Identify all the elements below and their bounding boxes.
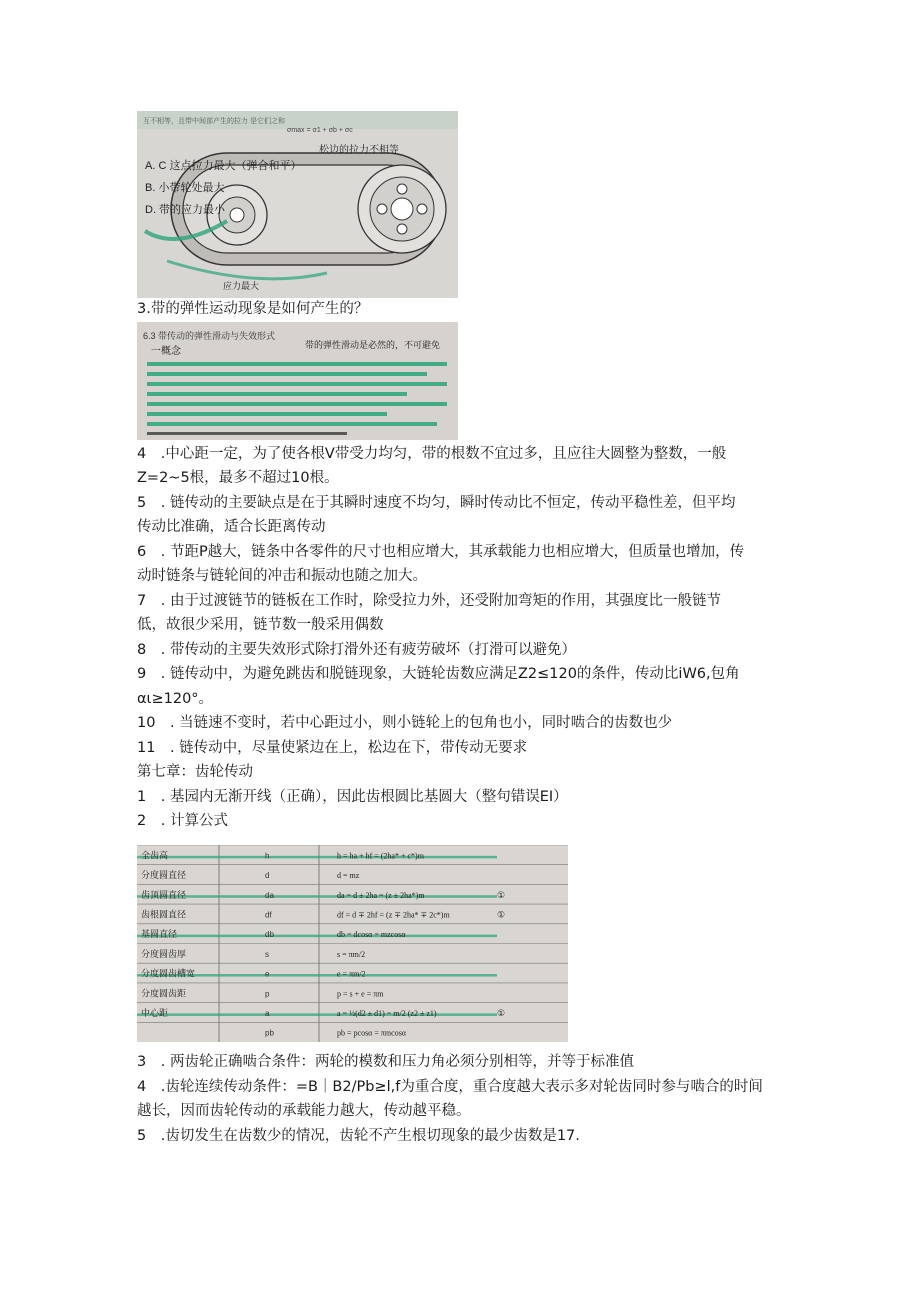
textbook-excerpt bbox=[137, 322, 458, 440]
table-name-7: 分度圆齿距 bbox=[141, 988, 187, 999]
table-formula-9: pb = pcosα = πmcosα bbox=[337, 1028, 406, 1038]
belt-drive-diagram bbox=[137, 111, 458, 298]
table-symbol-7: p bbox=[265, 989, 270, 999]
ch7-item-1: 1 . 基园内无渐开线（正确），因此齿根圆比基圆大（整句错误EI） bbox=[137, 789, 568, 805]
table-symbol-9: pb bbox=[265, 1028, 274, 1038]
ch7-item-5: 5 .齿切发生在齿数少的情况，齿轮不产生根切现象的最少齿数是17. bbox=[137, 1128, 580, 1144]
photo1-formula: σmax = σ1 + σb + σc bbox=[287, 127, 353, 134]
item-4-line-1: 4 .中心距一定，为了使各根V带受力均匀，带的根数不宜过多，且应往大圆整为整数，一般 bbox=[137, 446, 727, 462]
table-symbol-6: e bbox=[265, 969, 270, 979]
ch7-item-2: 2 . 计算公式 bbox=[137, 813, 228, 829]
textbook-excerpt-photo bbox=[137, 322, 458, 440]
table-formula-7: p = s + e = πm bbox=[337, 989, 384, 999]
table-name-1: 分度圆直径 bbox=[141, 870, 187, 881]
table-name-2: 齿顶圆直径 bbox=[141, 889, 187, 900]
photo1-note-right: 松边的拉力不相等 bbox=[319, 145, 399, 156]
item-5-line-1: 5 . 链传动的主要缺点是在于其瞬时速度不均匀，瞬时传动比不恒定，传动平稳性差，但平均 bbox=[137, 495, 736, 511]
table-formula-3: df = d ∓ 2hf = (z ∓ 2ha* ∓ 2c*)m bbox=[337, 910, 450, 920]
table-formula-2: da = d ± 2ha = (z ± 2ha*)m bbox=[337, 890, 425, 900]
item-7-line-2: 低，故很少采用，链节数一般采用偶数 bbox=[137, 617, 384, 633]
gear-formula-table bbox=[137, 845, 568, 1042]
table-name-4: 基圆直径 bbox=[141, 929, 178, 940]
table-formula-5: s = πm/2 bbox=[337, 949, 366, 959]
item-6-line-1: 6 . 节距P越大，链条中各零件的尺寸也相应增大，其承载能力也相应增大，但质量也增加，传 bbox=[137, 544, 745, 560]
question-3: 3.带的弹性运动现象是如何产生的？ bbox=[137, 301, 369, 317]
photo2-heading: 6.3 带传动的弹性滑动与失效形式 bbox=[143, 331, 276, 341]
photo2-note-2: 带的弹性滑动是必然的，不可避免 bbox=[305, 340, 441, 350]
table-symbol-4: db bbox=[265, 930, 274, 940]
ch7-item-4-line-1: 4 .齿轮连续传动条件：=B｜B2∕Pb≥l,f为重合度，重合度越大表示多对轮齿同时参与啮合的时间 bbox=[137, 1079, 763, 1095]
table-formula-0: h = ha + hf = (2ha* + c*)m bbox=[337, 851, 424, 861]
item-6-line-2: 动时链条与链轮间的冲击和振动也随之加大。 bbox=[137, 568, 427, 584]
item-10: 10 . 当链速不变时，若中心距过小，则小链轮上的包角也小，同时啮合的齿数也少 bbox=[137, 715, 673, 731]
table-symbol-2: da bbox=[265, 890, 274, 900]
item-7-line-1: 7 . 由于过渡链节的链板在工作时，除受拉力外，还受附加弯矩的作用，其强度比一般链节 bbox=[137, 593, 721, 609]
table-formula-4: db = dcosα = mzcosα bbox=[337, 930, 406, 940]
gear-formula-photo bbox=[137, 845, 568, 1042]
chapter-7-heading: 第七章：齿轮传动 bbox=[137, 764, 253, 780]
item-5-line-2: 传动比准确，适合长距离传动 bbox=[137, 519, 326, 535]
table-name-5: 分度圆齿厚 bbox=[141, 948, 187, 959]
table-mark-2: ① bbox=[497, 890, 506, 901]
table-formula-1: d = mz bbox=[337, 871, 360, 881]
photo1-note-bottom: 应力最大 bbox=[223, 281, 260, 291]
table-formula-8: a = ½(d2 ± d1) = m/2 (z2 ± z1) bbox=[337, 1008, 437, 1018]
table-name-0: 全齿高 bbox=[141, 850, 169, 861]
table-symbol-3: df bbox=[265, 910, 272, 920]
ch7-item-3: 3 . 两齿轮正确啮合条件：两轮的模数和压力角必须分别相等，并等于标准值 bbox=[137, 1054, 634, 1070]
item-4-line-2: Z=2~5根，最多不超过10根。 bbox=[137, 470, 339, 486]
belt-drive-photo bbox=[137, 111, 458, 298]
item-9-line-1: 9 . 链传动中，为避免跳齿和脱链现象，大链轮齿数应满足Z2≤120的条件，传动比iW6,包角 bbox=[137, 666, 740, 682]
table-symbol-0: h bbox=[265, 851, 270, 861]
table-name-3: 齿根圆直径 bbox=[141, 909, 187, 920]
table-formula-6: e = πm/2 bbox=[337, 969, 366, 979]
table-mark-8: ① bbox=[497, 1008, 506, 1019]
table-name-6: 分度圆齿槽宽 bbox=[141, 968, 196, 979]
ch7-item-4-line-2: 越长，因而齿轮传动的承载能力越大，传动越平稳。 bbox=[137, 1103, 471, 1119]
item-11: 11 . 链传动中，尽量使紧边在上，松边在下，带传动无要求 bbox=[137, 740, 528, 756]
photo1-note-a: A. C 这点拉力最大（弹合和平） bbox=[145, 160, 302, 172]
table-symbol-1: d bbox=[265, 871, 270, 881]
item-8: 8 . 带传动的主要失效形式除打滑外还有疲劳破坏（打滑可以避免） bbox=[137, 642, 576, 658]
table-mark-3: ① bbox=[497, 910, 506, 921]
photo1-note-d: D. 带的应力最小 bbox=[145, 204, 226, 216]
table-symbol-8: a bbox=[265, 1008, 270, 1018]
photo2-note-1: 一概念 bbox=[151, 346, 181, 357]
photo1-top-note: 互不相等，且带中间部产生的拉力 是它们之和 bbox=[143, 118, 285, 125]
table-symbol-5: s bbox=[265, 949, 269, 959]
photo1-note-b: B. 小带轮处最大 bbox=[145, 182, 225, 194]
table-name-8: 中心距 bbox=[141, 1007, 169, 1018]
item-9-line-2: αι≥120°。 bbox=[137, 691, 214, 707]
